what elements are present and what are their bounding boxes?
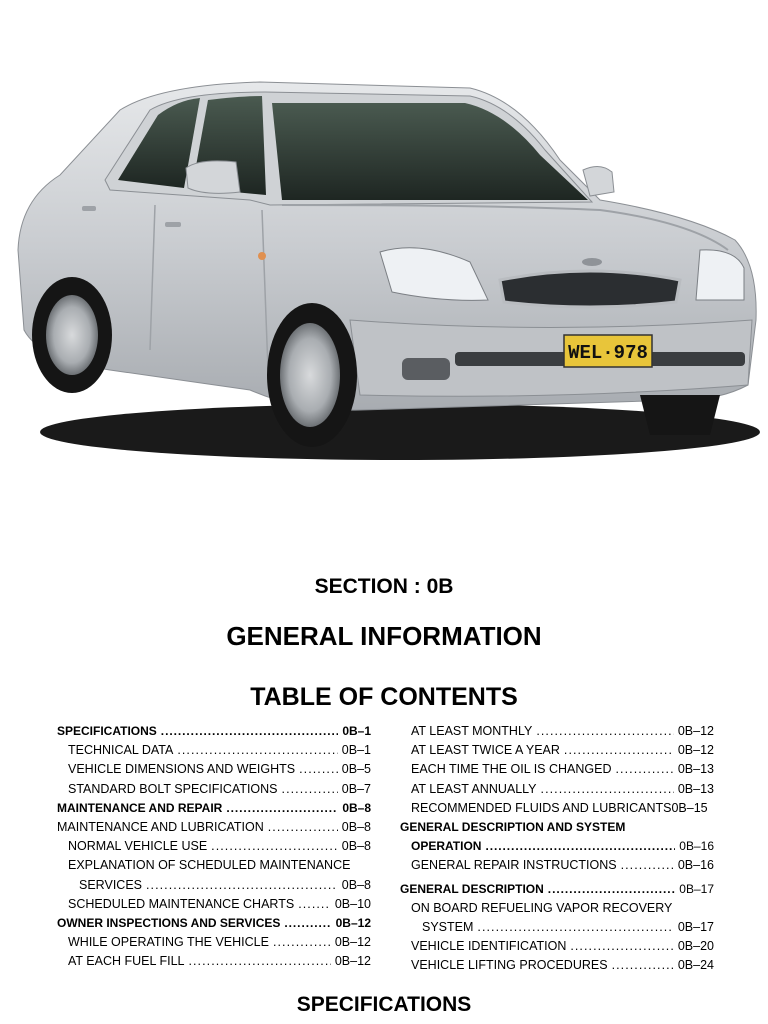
toc-entry-page: 0B–12: [334, 935, 371, 950]
toc-entry-label: NORMAL VEHICLE USE: [68, 839, 208, 854]
toc-entry-page: 0B–12: [335, 916, 371, 931]
toc-entry-label: EACH TIME THE OIL IS CHANGED: [411, 762, 612, 777]
toc-title: TABLE OF CONTENTS: [250, 683, 518, 711]
toc-right-column: [400, 722, 714, 976]
toc-entry-page: 0B–24: [677, 958, 714, 973]
toc-entry[interactable]: [57, 895, 371, 914]
toc-entry-label: WHILE OPERATING THE VEHICLE: [68, 935, 269, 950]
toc-entry-page: 0B–13: [677, 762, 714, 777]
toc-entry-label-cont: SYSTEM: [422, 920, 474, 935]
toc-entry-label: GENERAL DESCRIPTION AND SYSTEM: [400, 820, 626, 835]
toc-entry-label: EXPLANATION OF SCHEDULED MAINTENANCE: [68, 858, 351, 873]
toc-entry-page: 0B–1: [342, 724, 371, 738]
toc-entry-label: SCHEDULED MAINTENANCE CHARTS: [68, 896, 295, 911]
toc-entry-label: AT LEAST TWICE A YEAR: [411, 743, 560, 758]
toc-entry-label: AT LEAST MONTHLY: [411, 724, 533, 738]
toc-entry-page: 0B–1: [341, 743, 371, 758]
toc-entry[interactable]: [400, 722, 714, 741]
toc-entry-page: 0B–17: [679, 881, 714, 896]
toc-entry[interactable]: [400, 856, 714, 875]
toc-entry[interactable]: [57, 914, 371, 933]
toc-entry-label-cont: OPERATION: [411, 839, 482, 854]
toc-entry-label: GENERAL REPAIR INSTRUCTIONS: [411, 858, 617, 873]
toc-entry-page: 0B–16: [677, 858, 714, 873]
toc-entry[interactable]: [57, 837, 371, 856]
toc-entry-page: 0B–12: [677, 743, 714, 758]
toc-entry[interactable]: [57, 818, 371, 837]
toc-entry[interactable]: [57, 933, 371, 952]
toc-entry-label: TECHNICAL DATA: [68, 743, 174, 758]
toc-entry[interactable]: [57, 780, 371, 799]
toc-entry[interactable]: [57, 741, 371, 760]
toc-entry-label: STANDARD BOLT SPECIFICATIONS: [68, 781, 278, 796]
toc-entry-label: SPECIFICATIONS: [57, 724, 157, 738]
toc-entry-page: 0B–10: [334, 896, 371, 911]
car-illustration: [0, 60, 768, 480]
page-title: GENERAL INFORMATION: [226, 621, 542, 651]
toc-entry[interactable]: [57, 856, 371, 894]
toc-left-column: [57, 722, 371, 972]
toc-entry[interactable]: [400, 799, 714, 818]
toc-entry-label: ON BOARD REFUELING VAPOR RECOVERY: [411, 900, 673, 915]
toc-entry[interactable]: [57, 952, 371, 971]
toc-entry[interactable]: [57, 799, 371, 818]
toc-entry-page: 0B–8: [341, 877, 371, 892]
toc-entry[interactable]: [57, 722, 371, 741]
toc-entry-page: 0B–16: [679, 839, 714, 854]
toc-entry-page: 0B–12: [677, 724, 714, 738]
toc-entry[interactable]: [400, 741, 714, 760]
toc-entry-label: AT LEAST ANNUALLY: [411, 781, 537, 796]
toc-entry-label: OWNER INSPECTIONS AND SERVICES: [57, 916, 281, 931]
toc-entry-page: 0B–20: [677, 939, 714, 954]
toc-entry-label: VEHICLE IDENTIFICATION: [411, 939, 567, 954]
toc-entry-label-cont: SERVICES: [79, 877, 142, 892]
toc-entry[interactable]: [57, 760, 371, 779]
toc-entry[interactable]: [400, 880, 714, 899]
toc-entry[interactable]: [400, 937, 714, 956]
toc-entry-page: 0B–12: [334, 954, 371, 969]
specifications-heading: SPECIFICATIONS: [296, 993, 472, 1016]
toc-entry-label: AT EACH FUEL FILL: [68, 954, 185, 969]
toc-entry-label: VEHICLE LIFTING PROCEDURES: [411, 958, 608, 973]
toc-entry-label: VEHICLE DIMENSIONS AND WEIGHTS: [68, 762, 296, 777]
toc-entry[interactable]: [400, 780, 714, 799]
toc-entry-label: MAINTENANCE AND LUBRICATION: [57, 820, 264, 835]
toc-entry[interactable]: [400, 899, 714, 937]
toc-entry-page: 0B–8: [342, 800, 371, 815]
toc-entry-page: 0B–17: [677, 920, 714, 935]
toc-entry-page: 0B–15: [671, 800, 708, 815]
toc-entry[interactable]: [400, 956, 714, 975]
license-plate-text: WEL·978: [568, 342, 648, 364]
toc-entry-label: RECOMMENDED FLUIDS AND LUBRICANTS: [411, 800, 672, 815]
toc-entry-label: GENERAL DESCRIPTION: [400, 881, 544, 896]
toc-entry[interactable]: [400, 818, 714, 856]
toc-entry-label: MAINTENANCE AND REPAIR: [57, 800, 223, 815]
toc-entry-page: 0B–5: [341, 762, 371, 777]
toc-entry-page: 0B–7: [341, 781, 371, 796]
toc-entry-page: 0B–13: [677, 781, 714, 796]
toc-entry-page: 0B–8: [341, 820, 371, 835]
section-label: SECTION : 0B: [314, 575, 454, 598]
toc-entry-page: 0B–8: [341, 839, 371, 854]
toc-entry[interactable]: [400, 760, 714, 779]
